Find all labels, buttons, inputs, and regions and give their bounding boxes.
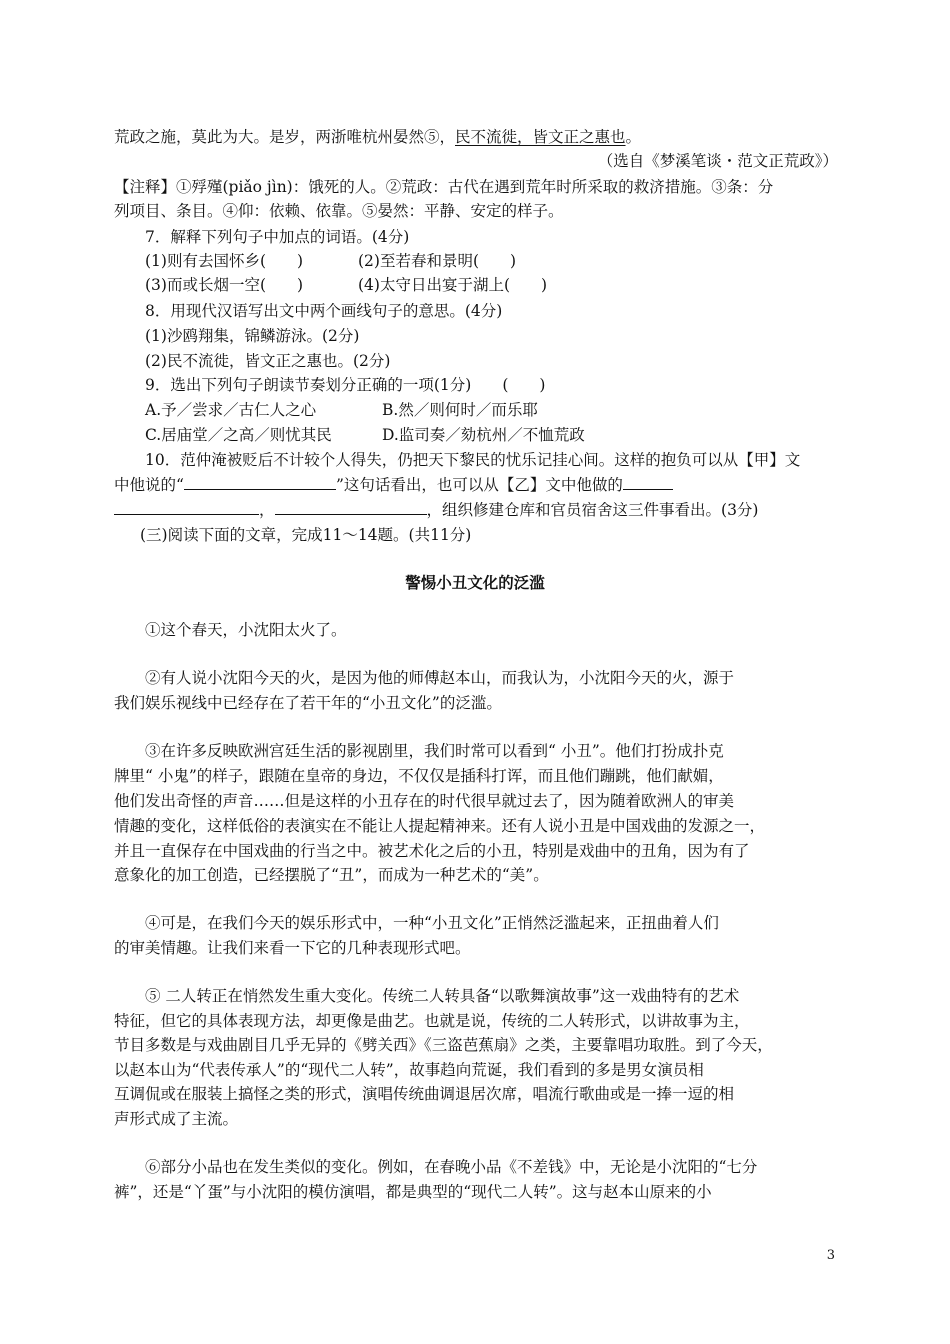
question-8-item: (1)沙鸥翔集，锦鳞游泳。(2分) — [145, 327, 360, 345]
paragraph: ②有人说小沈阳今天的火，是因为他的师傅赵本山，而我认为，小沈阳今天的火，源于 — [145, 669, 735, 687]
question-7-item: (1)则有去国怀乡( ) — [145, 252, 304, 270]
paragraph-line: 节目多数是与戏曲剧目几乎无异的《劈关西》《三盗芭蕉扇》之类，主要靠唱功取胜。到了今天， — [114, 1036, 773, 1054]
text-span: 中他说的“ — [114, 476, 184, 494]
paragraph: ④可是，在我们今天的娱乐形式中，一种“小丑文化”正悄然泛滥起来，正扭曲着人们 — [145, 914, 719, 932]
question-8: 8．用现代汉语写出文中两个画线句子的意思。(4分) — [145, 302, 503, 320]
article-title: 警惕小丑文化的泛滥 — [405, 574, 545, 592]
text-span: 荒政之施，莫此为大。是岁，两浙唯杭州晏然⑤， — [114, 128, 456, 146]
paragraph-line: 我们娱乐视线中已经存在了若干年的“小丑文化”的泛滥。 — [114, 694, 502, 712]
question-7-item: (2)至若春和景明( ) — [358, 252, 517, 270]
notes-line: 列项目、条目。④仰：依赖、依靠。⑤晏然：平静、安定的样子。 — [114, 202, 564, 220]
question-7-item: (4)太守日出宴于湖上( ) — [358, 276, 548, 294]
paragraph-line: 裤”，还是“丫蛋”与小沈阳的模仿演唱，都是典型的“现代二人转”。这与赵本山原来的小 — [114, 1183, 712, 1201]
question-7: 7．解释下列句子中加点的词语。(4分) — [145, 228, 410, 246]
text-span: 。 — [625, 128, 642, 146]
paragraph-line: 特征，但它的具体表现方法，却更像是曲艺。也就是说，传统的二人转形式，以讲故事为主， — [114, 1012, 750, 1030]
question-10-line — [114, 499, 758, 521]
question-8-item: (2)民不流徙，皆文正之惠也。(2分) — [145, 352, 391, 370]
answer-blank[interactable] — [623, 475, 673, 490]
paragraph-line: 的审美情趣。让我们来看一下它的几种表现形式吧。 — [114, 939, 471, 957]
option-a: A.予／尝求／古仁人之心 — [145, 401, 317, 419]
paragraph-line: 意象化的加工创造，已经摆脱了“丑”，而成为一种艺术的“美”。 — [114, 866, 549, 884]
notes-line: 【注释】①殍殣(piǎo jìn)：饿死的人。②荒政：古代在遇到荒年时所采取的救济措施。③条：分 — [114, 178, 774, 196]
underlined-sentence: 民不流徙，皆文正之惠也 — [455, 128, 626, 146]
question-10-line — [114, 474, 673, 496]
page-number: 3 — [826, 1248, 835, 1263]
question-7-item: (3)而或长烟一空( ) — [145, 276, 304, 294]
option-b: B.然／则何时／而乐耶 — [382, 401, 538, 419]
paragraph-line: 他们发出奇怪的声音……但是这样的小丑存在的时代很早就过去了，因为随着欧洲人的审美 — [114, 792, 735, 810]
section-heading: (三)阅读下面的文章，完成11～14题。(共11分) — [140, 526, 472, 544]
option-c: C.居庙堂／之高／则忧其民 — [145, 426, 332, 444]
paragraph-line: 互调侃或在服装上搞怪之类的形式，演唱传统曲调退居次席，唱流行歌曲或是一捧一逗的相 — [114, 1085, 735, 1103]
text-span: ， — [259, 501, 275, 519]
text-span: ，组织修建仓库和官员宿舍这三件事看出。(3分) — [426, 501, 759, 519]
answer-blank[interactable] — [275, 500, 427, 515]
text-span: ”这句话看出，也可以从【乙】文中他做的 — [335, 476, 623, 494]
option-d: D.监司奏／劾杭州／不恤荒政 — [382, 426, 585, 444]
question-10: 10．范仲淹被贬后不计较个人得失，仍把天下黎民的忧乐记挂心间。这样的抱负可以从【甲】文 — [145, 451, 801, 469]
paragraph-line: 情趣的变化，这样低俗的表演实在不能让人提起精神来。还有人说小丑是中国戏曲的发源之一， — [114, 817, 766, 835]
answer-blank[interactable] — [184, 475, 336, 490]
paragraph: ①这个春天，小沈阳太火了。 — [145, 621, 347, 639]
paragraph: ⑤ 二人转正在悄然发生重大变化。传统二人转具备“以歌舞演故事”这一戏曲特有的艺术 — [145, 987, 740, 1005]
paragraph: ③在许多反映欧洲宫廷生活的影视剧里，我们时常可以看到“ 小丑”。他们打扮成扑克 — [145, 742, 724, 760]
text-line — [114, 126, 641, 148]
paragraph-line: 以赵本山为“代表传承人”的“现代二人转”，故事趋向荒诞，我们看到的多是男女演员相 — [114, 1061, 704, 1079]
question-9: 9．选出下列句子朗读节奏划分正确的一项(1分) ( ) — [145, 376, 546, 394]
source-citation: （选自《梦溪笔谈・范文正荒政》） — [597, 152, 838, 170]
paragraph-line: 并且一直保存在中国戏曲的行当之中。被艺术化之后的小丑，特别是戏曲中的丑角，因为有了 — [114, 842, 750, 860]
paragraph-line: 牌里“ 小鬼”的样子，跟随在皇帝的身边，不仅仅是插科打诨，而且他们蹦跳，他们献媚， — [114, 767, 724, 785]
paragraph-line: 声形式成了主流。 — [114, 1110, 239, 1128]
paragraph: ⑥部分小品也在发生类似的变化。例如，在春晚小品《不差钱》中，无论是小沈阳的“七分 — [145, 1158, 758, 1176]
answer-blank[interactable] — [114, 500, 259, 515]
